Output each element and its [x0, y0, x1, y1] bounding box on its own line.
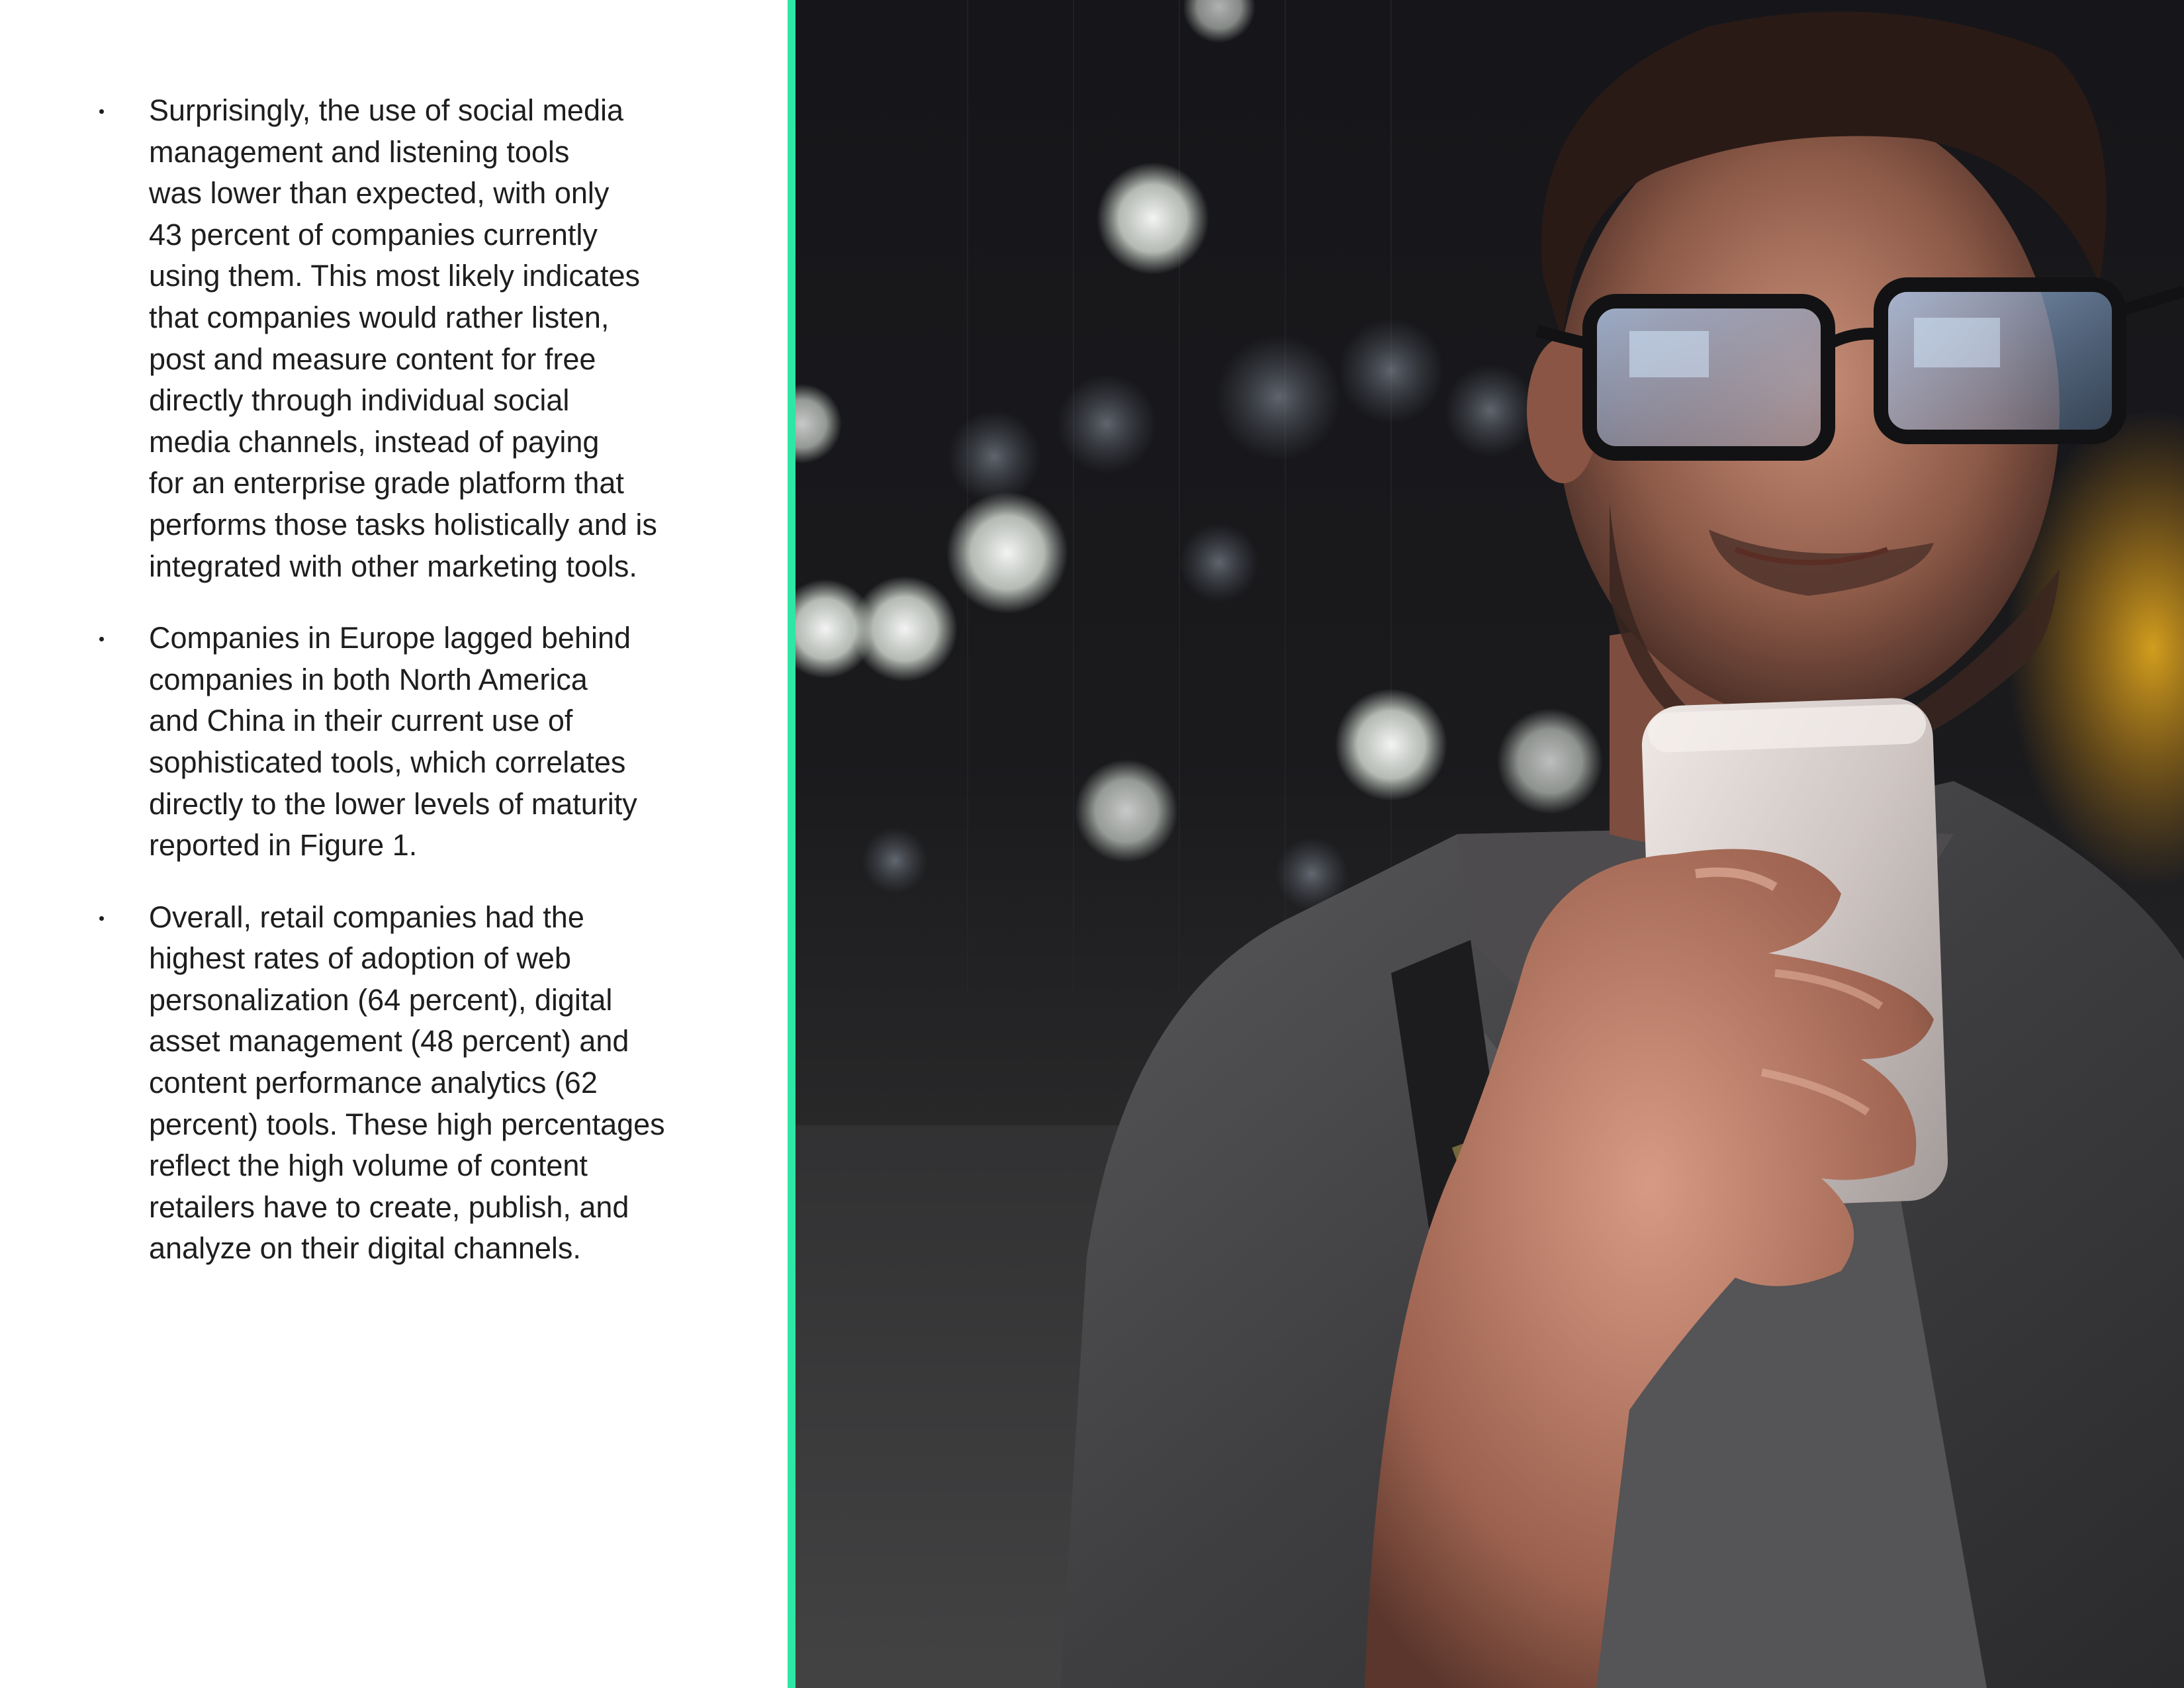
bullet-text-line: asset management (48 percent) and	[149, 1024, 629, 1058]
accent-divider	[788, 0, 796, 1688]
bullet-text-line: directly to the lower levels of maturity	[149, 786, 637, 821]
bullet-list	[93, 90, 754, 1300]
bullet-text-line: using them. This most likely indicates	[149, 259, 640, 293]
bullet-text-line: directly through individual social	[149, 383, 570, 418]
bullet-text-line: percent) tools. These high percentages	[149, 1107, 665, 1141]
bullet-text-line: sophisticated tools, which correlates	[149, 745, 626, 779]
bullet-text-line: for an enterprise grade platform that	[149, 466, 624, 500]
bullet-text-line: Companies in Europe lagged behind	[149, 621, 631, 655]
bullet-item-retail	[93, 897, 754, 1270]
bullet-item-europe	[93, 618, 754, 867]
bullet-text-line: integrated with other marketing tools.	[149, 549, 637, 583]
bullet-text-line: retailers have to create, publish, and	[149, 1190, 629, 1224]
bullet-text-line: Surprisingly, the use of social media	[149, 93, 624, 127]
text-column	[0, 0, 788, 1688]
bullet-text-line: performs those tasks holistically and is	[149, 507, 657, 541]
bullet-text-line: and China in their current use of	[149, 704, 573, 738]
bullet-icon	[99, 637, 104, 641]
bullet-text-line: companies in both North America	[149, 662, 588, 696]
bullet-icon	[99, 916, 104, 921]
bullet-text-line: analyze on their digital channels.	[149, 1231, 581, 1266]
bullet-text-line: media channels, instead of paying	[149, 424, 600, 459]
bullet-item-social-media-tools	[93, 90, 754, 587]
bullet-text-line: reflect the high volume of content	[149, 1149, 588, 1183]
photo-panel	[796, 0, 2184, 1688]
man-with-phone-photo	[796, 0, 2184, 1688]
bullet-text-line: post and measure content for free	[149, 342, 596, 376]
bullet-text-line: that companies would rather listen,	[149, 300, 610, 334]
bullet-text-line: management and listening tools	[149, 134, 570, 169]
bullet-text-line: was lower than expected, with only	[149, 176, 610, 211]
bullet-text-line: 43 percent of companies currently	[149, 217, 598, 252]
bullet-text-line: Overall, retail companies had the	[149, 900, 584, 934]
bullet-icon	[99, 109, 104, 114]
bullet-text-line: reported in Figure 1.	[149, 828, 418, 863]
bullet-text-line: highest rates of adoption of web	[149, 941, 571, 976]
bullet-text-line: content performance analytics (62	[149, 1066, 598, 1100]
bullet-text-line: personalization (64 percent), digital	[149, 982, 613, 1017]
